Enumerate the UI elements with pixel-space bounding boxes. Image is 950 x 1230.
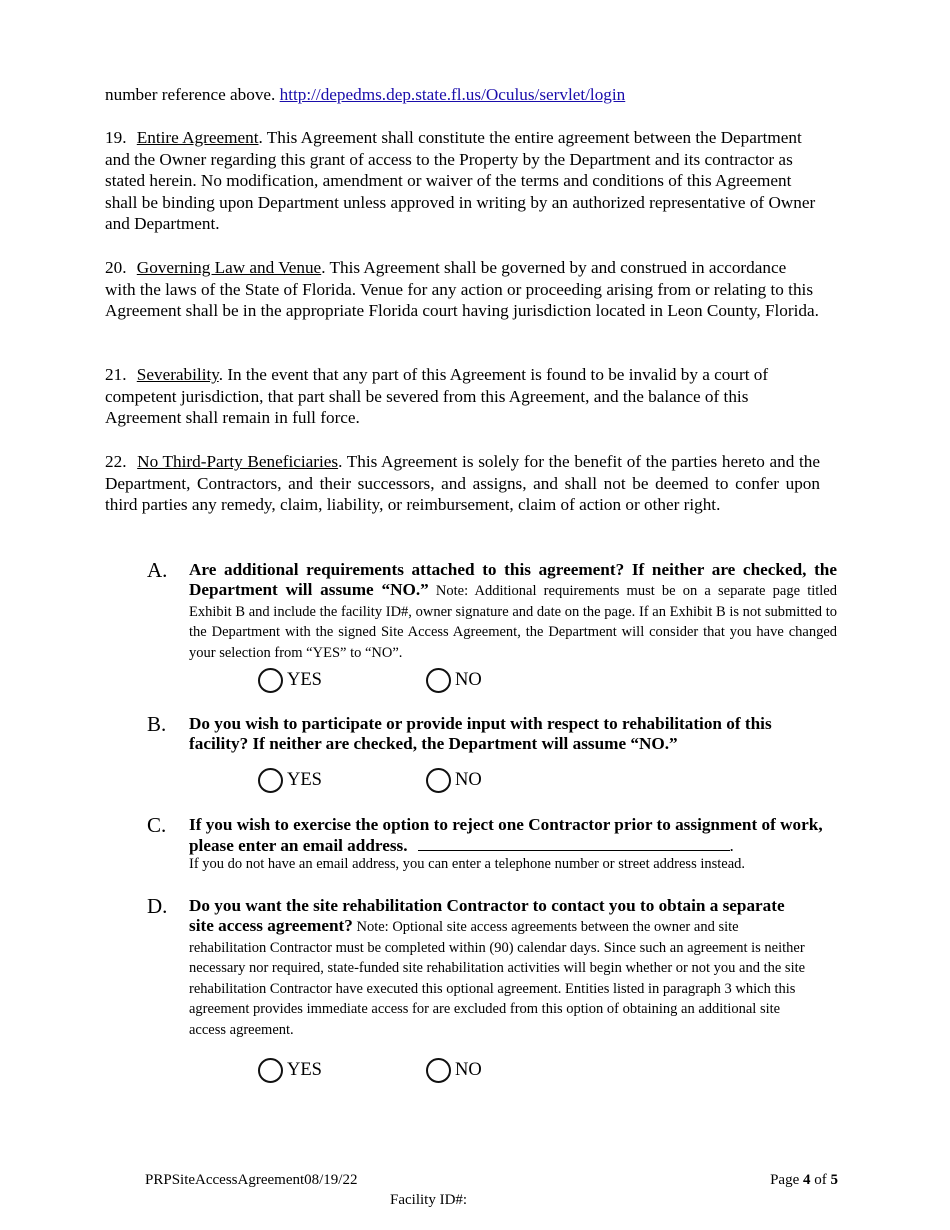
radio-icon[interactable] <box>426 768 451 793</box>
section-title: Severability <box>136 365 219 384</box>
footer-doc-id: PRPSiteAccessAgreement08/19/22 <box>145 1172 358 1188</box>
question-text: If you wish to exercise the option to reject one Contractor prior to assignment of work, please enter an email address. <box>189 815 823 855</box>
question-text: Do you want the site rehabilitation Contractor to contact you to obtain a separate site access agreement? <box>189 896 785 935</box>
option-label: NO <box>455 770 482 790</box>
footer-facility-id: Facility ID#: <box>390 1192 468 1208</box>
question-a <box>147 560 837 662</box>
email-entry-line[interactable] <box>418 835 730 851</box>
radio-icon[interactable] <box>258 768 283 793</box>
section-19 <box>105 127 820 235</box>
intro-text: number reference above. <box>105 85 280 104</box>
option-d-no[interactable] <box>426 1058 482 1083</box>
question-text: Are additional requirements attached to this agreement? If neither are checked, the Department will assume “NO.” <box>189 560 837 599</box>
question-note: Note: Optional site access agreements between the owner and site rehabilitation Contractor must be completed within (90) calendar days. Since such an agreement is neither necessary nor required, state-funded site rehabilitation activities will begin whether or not you and the site rehabilitation Contractor have executed this optional agreement. Entities listed in paragraph 3 which this agreement provides immediate access for are excluded from this option of obtaining an additional site access agreement. <box>189 919 806 1038</box>
question-letter: C. <box>147 813 167 837</box>
section-number: 22. <box>105 452 127 471</box>
page-prefix: Page <box>770 1172 803 1188</box>
section-number: 21. <box>105 365 127 384</box>
radio-icon[interactable] <box>258 668 283 693</box>
section-text: . This Agreement shall be governed by and construed in accordance with the laws of the State of Florida. Venue for any action or proceeding arising from or relating to this Agreement shall be in the appropriate Florida court having jurisdiction located in Leon County, Florida. <box>105 258 819 321</box>
section-number: 20. <box>105 258 127 277</box>
option-a-yes[interactable] <box>258 668 322 693</box>
question-letter: D. <box>147 894 168 918</box>
question-helper-text: If you do not have an email address, you can enter a telephone number or street address instead. <box>189 856 746 872</box>
section-text: . This Agreement shall constitute the entire agreement between the Department and the Owner regarding this grant of access to the Property by the Department and its contractor as stated herein. No modification, amendment or waiver of the terms and conditions of this Agreement shall be binding upon Department unless approved in writing by an authorized representative of Owner and Department. <box>105 128 816 234</box>
question-body <box>189 896 807 1039</box>
oculus-login-link[interactable]: http://depedms.dep.state.fl.us/Oculus/servlet/login <box>279 85 626 104</box>
option-b-yes[interactable] <box>258 768 322 793</box>
option-label: YES <box>287 770 322 790</box>
intro-paragraph <box>105 84 820 106</box>
question-body <box>189 714 789 754</box>
section-number: 19. <box>105 128 127 147</box>
question-note: Note: Additional requirements must be on a separate page titled Exhibit B and include the facility ID#, owner signature and date on the page. If an Exhibit B is not submitted to the Department with the signed Site Access Agreement, the Department will consider that you have changed your selection from “YES” to “NO”. <box>189 583 837 661</box>
section-text: . This Agreement is solely for the benefit of the parties hereto and the Department, Contractors, and their successors, and assigns, and shall not be deemed to confer upon third parties any remedy, claim, liability, or reimbursement, claim of action or other right. <box>105 452 820 515</box>
option-d-yes[interactable] <box>258 1058 322 1083</box>
option-label: NO <box>455 670 482 690</box>
section-title: Entire Agreement <box>136 128 259 147</box>
total-pages: 5 <box>830 1172 838 1188</box>
section-20 <box>105 257 820 322</box>
question-body <box>189 815 837 873</box>
section-title: Governing Law and Venue <box>136 258 322 277</box>
current-page: 4 <box>803 1172 811 1188</box>
option-b-no[interactable] <box>426 768 482 793</box>
question-b <box>147 714 837 754</box>
question-text: Do you wish to participate or provide input with respect to rehabilitation of this facility? If neither are checked, the Department will assume “NO.” <box>189 714 772 753</box>
question-letter: B. <box>147 712 167 736</box>
radio-icon[interactable] <box>258 1058 283 1083</box>
section-21 <box>105 364 820 429</box>
line-period: . <box>729 836 734 855</box>
section-text: . In the event that any part of this Agreement is found to be invalid by a court of competent jurisdiction, that part shall be severed from this Agreement, and the balance of this Agreement shall remain in full force. <box>105 365 769 428</box>
option-label: YES <box>287 1060 322 1080</box>
question-c <box>147 815 837 873</box>
question-letter: A. <box>147 558 168 582</box>
question-body <box>189 560 837 662</box>
section-22 <box>105 451 820 516</box>
option-label: NO <box>455 1060 482 1080</box>
section-title: No Third-Party Beneficiaries <box>137 452 339 471</box>
option-label: YES <box>287 670 322 690</box>
page-of: of <box>810 1172 831 1188</box>
radio-icon[interactable] <box>426 1058 451 1083</box>
question-d <box>147 896 837 1039</box>
radio-icon[interactable] <box>426 668 451 693</box>
footer-page-number <box>770 1172 838 1189</box>
option-a-no[interactable] <box>426 668 482 693</box>
